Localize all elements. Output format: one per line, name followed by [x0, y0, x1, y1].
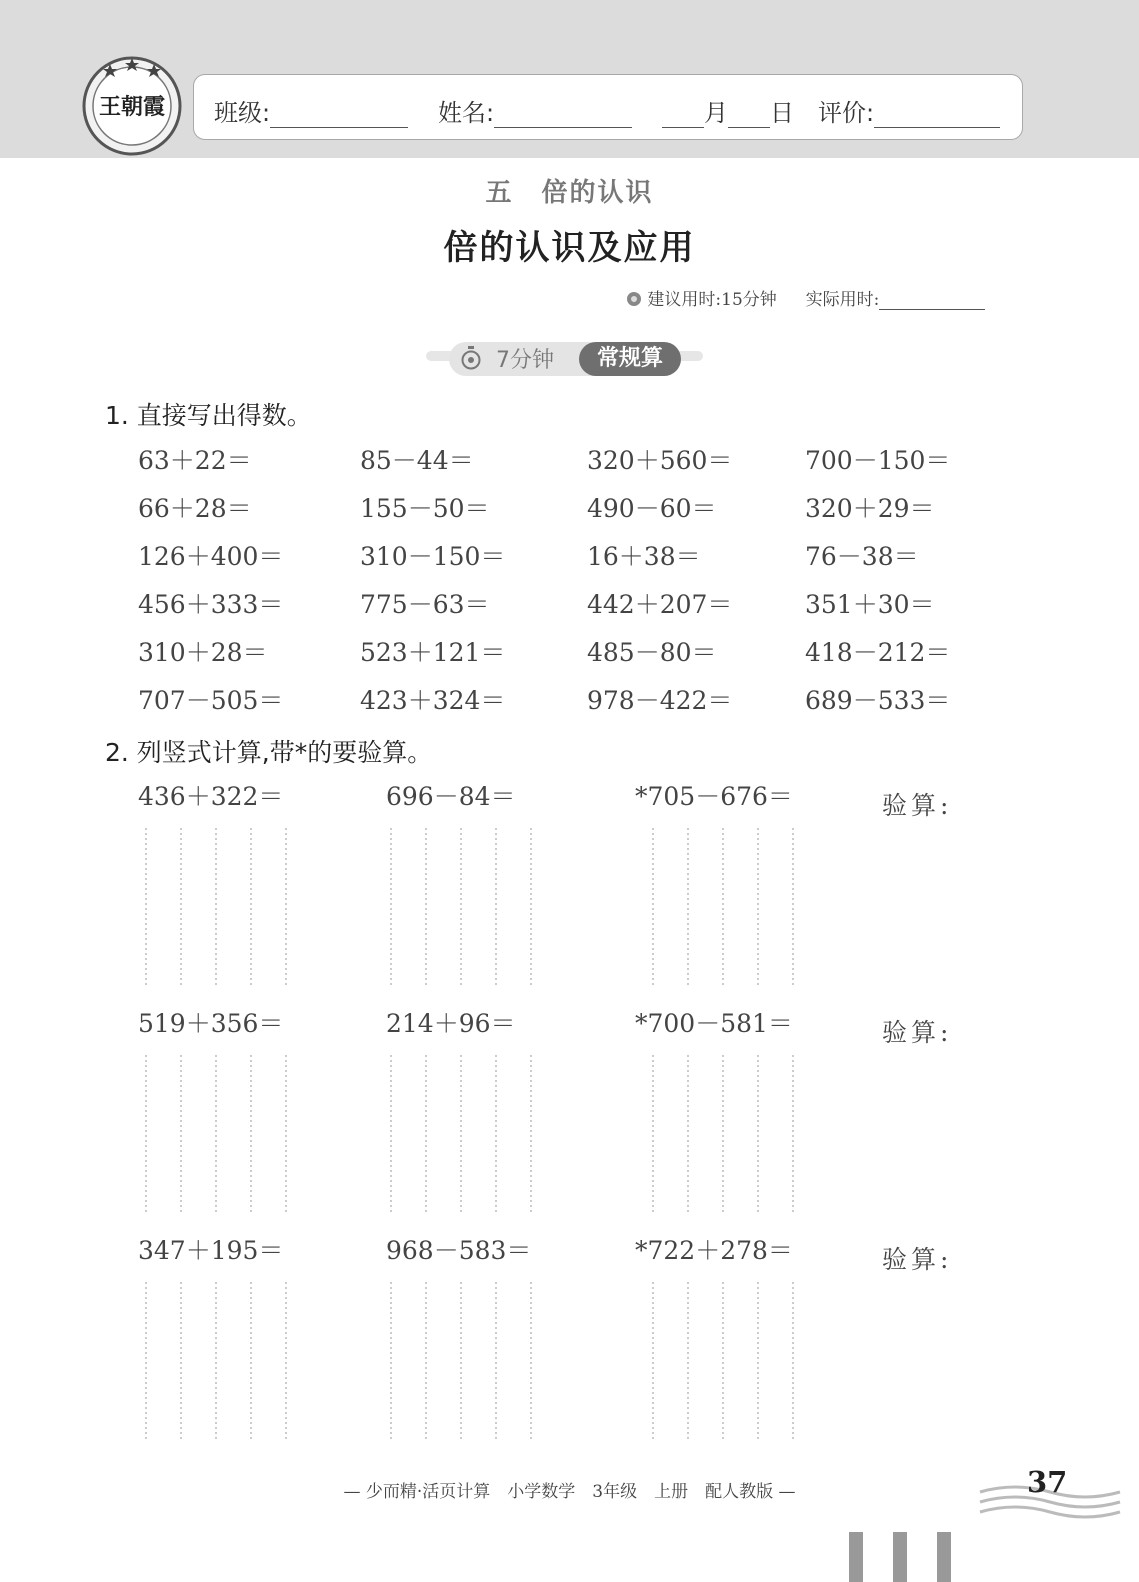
actual-time-blank[interactable]	[879, 289, 985, 310]
student-info-box	[193, 74, 1023, 140]
oral-calc-expression: 978－422＝	[587, 686, 733, 715]
oral-calc-expression: 310＋28＝	[138, 638, 268, 667]
logo-text: 王朝霞	[98, 94, 166, 120]
flower-icon	[626, 291, 642, 307]
stopwatch-icon	[460, 346, 482, 370]
check-label: 验算:	[882, 791, 953, 820]
oral-calc-expression: 126＋400＝	[138, 542, 284, 571]
oral-calc-expression: 320＋560＝	[587, 446, 733, 475]
oral-calc-expression: 523＋121＝	[360, 638, 506, 667]
lesson-title: 倍的认识及应用	[443, 228, 696, 268]
unit-title: 五 倍的认识	[485, 178, 654, 208]
vertical-calc-expression: *705－676＝	[635, 782, 793, 811]
check-label: 验算:	[882, 1018, 953, 1047]
section-badge: 常规算	[579, 342, 681, 376]
name-label: 姓名:	[438, 99, 495, 127]
name-field[interactable]	[438, 93, 632, 128]
vertical-calc-expression: 347＋195＝	[138, 1236, 284, 1265]
oral-calc-expression: 485－80＝	[587, 638, 717, 667]
question-2-title: 2. 列竖式计算,带*的要验算。	[105, 738, 433, 767]
footer: — 少而精·活页计算 小学数学 3年级 上册 配人教版 —	[343, 1482, 796, 1502]
oral-calc-expression: 456＋333＝	[138, 590, 284, 619]
month-blank[interactable]	[662, 105, 704, 128]
oral-calc-expression: 66＋28＝	[138, 494, 252, 523]
vertical-calc-expression: *722＋278＝	[635, 1236, 793, 1265]
class-field[interactable]	[214, 93, 408, 128]
month-label: 月	[704, 99, 728, 127]
actual-time-label: 实际用时:	[805, 290, 880, 310]
name-blank[interactable]	[494, 105, 632, 128]
vertical-calc-expression: 519＋356＝	[138, 1009, 284, 1038]
oral-calc-expression: 155－50＝	[360, 494, 490, 523]
oral-calc-expression: 689－533＝	[805, 686, 951, 715]
oral-calc-expression: 16＋38＝	[587, 542, 701, 571]
oral-calc-expression: 707－505＝	[138, 686, 284, 715]
evaluation-field[interactable]	[818, 93, 1000, 128]
bottom-bars-decoration	[845, 1532, 960, 1582]
oral-calc-expression: 85－44＝	[360, 446, 474, 475]
oral-calc-expression: 490－60＝	[587, 494, 717, 523]
vertical-calc-expression: 696－84＝	[386, 782, 516, 811]
question-1-title: 1. 直接写出得数。	[105, 401, 312, 430]
section-time: 7分钟	[496, 348, 554, 373]
evaluation-blank[interactable]	[874, 105, 1000, 128]
date-field[interactable]	[662, 93, 794, 128]
vertical-calc-expression: 214＋96＝	[386, 1009, 516, 1038]
oral-calc-expression: 310－150＝	[360, 542, 506, 571]
suggested-time: 建议用时:15分钟	[647, 290, 777, 310]
page-number: 37	[1027, 1465, 1068, 1499]
oral-calc-expression: 63＋22＝	[138, 446, 252, 475]
oral-calc-expression: 442＋207＝	[587, 590, 733, 619]
day-label: 日	[770, 99, 794, 127]
day-blank[interactable]	[728, 105, 770, 128]
class-blank[interactable]	[270, 105, 408, 128]
oral-calc-expression: 700－150＝	[805, 446, 951, 475]
oral-calc-expression: 423＋324＝	[360, 686, 506, 715]
oral-calc-expression: 418－212＝	[805, 638, 951, 667]
vertical-calc-expression: 436＋322＝	[138, 782, 284, 811]
class-label: 班级:	[214, 99, 271, 127]
vertical-calc-expression: *700－581＝	[635, 1009, 793, 1038]
oral-calc-expression: 351＋30＝	[805, 590, 935, 619]
wangzhaoxia-logo	[80, 54, 184, 158]
time-info	[626, 285, 985, 310]
evaluation-label: 评价:	[818, 99, 875, 127]
oral-calc-expression: 775－63＝	[360, 590, 490, 619]
oral-calc-expression: 320＋29＝	[805, 494, 935, 523]
vertical-calc-expression: 968－583＝	[386, 1236, 532, 1265]
oral-calc-expression: 76－38＝	[805, 542, 919, 571]
check-label: 验算:	[882, 1245, 953, 1274]
